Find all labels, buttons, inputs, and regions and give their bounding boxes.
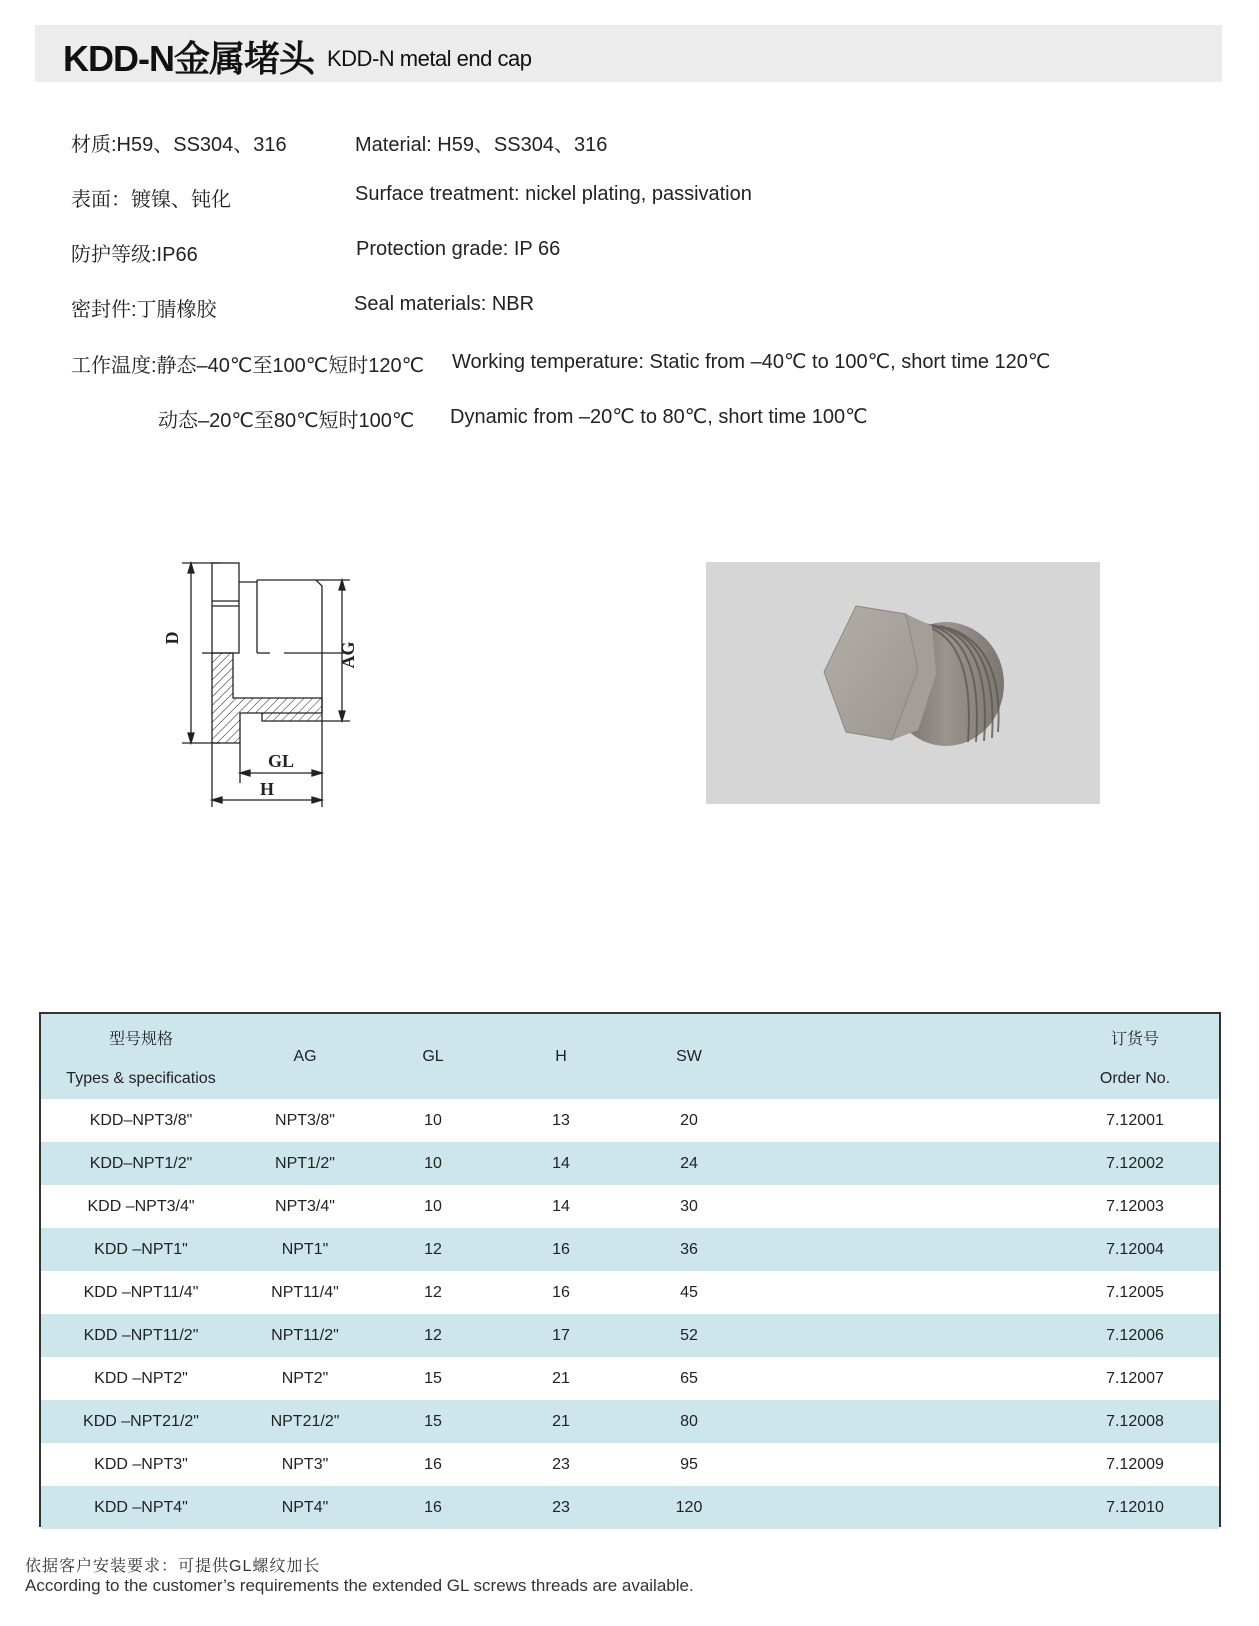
column-header-gl: GL	[422, 1047, 444, 1065]
dimension-label-gl: GL	[267, 751, 295, 771]
cell-gl: 16	[424, 1455, 442, 1473]
cell-sw: 80	[680, 1412, 698, 1430]
cell-type: KDD –NPT11/2"	[83, 1326, 199, 1344]
cell-spacer	[753, 1142, 1051, 1185]
cell-type: KDD –NPT4"	[94, 1498, 188, 1516]
cell-ag: NPT3"	[281, 1455, 329, 1473]
cell-ag: NPT21/2"	[270, 1412, 340, 1430]
spec-surface-cn: 表面：镀镍、钝化	[71, 189, 231, 211]
column-header-order	[1051, 1014, 1219, 1099]
table-row	[41, 1443, 1219, 1486]
cell-ag: NPT2"	[281, 1369, 329, 1387]
cell-h: 23	[552, 1498, 570, 1516]
cell-type: KDD –NPT3"	[94, 1455, 188, 1473]
cell-sw: 52	[680, 1326, 698, 1344]
cell-spacer	[753, 1099, 1051, 1142]
cell-sw: 95	[680, 1455, 698, 1473]
cell-h: 14	[552, 1154, 570, 1172]
spec-seal-en: Seal materials: NBR	[354, 293, 535, 315]
cell-spacer	[753, 1185, 1051, 1228]
cell-spacer	[753, 1443, 1051, 1486]
cell-order: 7.12009	[1106, 1455, 1164, 1473]
cell-gl: 16	[424, 1498, 442, 1516]
cell-type: KDD –NPT2"	[94, 1369, 188, 1387]
cell-h: 14	[552, 1197, 570, 1215]
column-header-type-cn: 型号规格	[108, 1030, 173, 1048]
spec-seal-cn: 密封件:丁腈橡胶	[71, 299, 217, 321]
cell-order: 7.12005	[1106, 1283, 1164, 1301]
table-row	[41, 1099, 1219, 1142]
spec-temp-dynamic-en: Dynamic from –20℃ to 80℃, short time 100℃	[450, 406, 868, 428]
cell-sw: 120	[675, 1498, 703, 1516]
dimension-label-d: D	[162, 631, 182, 645]
cell-h: 17	[552, 1326, 570, 1344]
spec-table	[39, 1012, 1221, 1527]
cell-ag: NPT1/2"	[275, 1154, 335, 1172]
cell-sw: 36	[680, 1240, 698, 1258]
cell-order: 7.12006	[1106, 1326, 1164, 1344]
cell-spacer	[753, 1357, 1051, 1400]
table-row	[41, 1228, 1219, 1271]
cell-sw: 45	[680, 1283, 698, 1301]
table-header-row	[41, 1014, 1219, 1099]
cell-h: 16	[552, 1240, 570, 1258]
cell-spacer	[753, 1400, 1051, 1443]
spec-material-cn: 材质:H59、SS304、316	[71, 134, 287, 156]
page-subtitle: KDD-N metal end cap	[327, 46, 532, 71]
cell-gl: 12	[424, 1240, 442, 1258]
cell-h: 16	[552, 1283, 570, 1301]
cell-sw: 24	[680, 1154, 698, 1172]
cell-type: KDD –NPT21/2"	[83, 1412, 199, 1430]
cell-spacer	[753, 1314, 1051, 1357]
spec-material-en: Material: H59、SS304、316	[355, 134, 608, 156]
cell-gl: 12	[424, 1283, 442, 1301]
table-row	[41, 1142, 1219, 1185]
column-header-order-cn: 订货号	[1110, 1030, 1159, 1048]
cell-h: 23	[552, 1455, 570, 1473]
spec-temp-static-cn: 工作温度:静态–40℃至100℃短时120℃	[71, 355, 425, 377]
cell-gl: 15	[424, 1412, 442, 1430]
cell-gl: 10	[424, 1154, 442, 1172]
footer-note-en: According to the customer’s requirements the extended GL screws threads are available.	[25, 1576, 694, 1595]
table-row	[41, 1486, 1219, 1529]
cell-type: KDD–NPT3/8"	[89, 1111, 193, 1129]
cell-type: KDD –NPT3/4"	[87, 1197, 195, 1215]
column-spacer	[753, 1014, 1051, 1099]
cell-sw: 65	[680, 1369, 698, 1387]
cell-type: KDD –NPT11/4"	[83, 1283, 199, 1301]
dimension-label-ag: AG	[338, 641, 358, 669]
cell-gl: 12	[424, 1326, 442, 1344]
cell-ag: NPT3/4"	[275, 1197, 335, 1215]
spec-protection-en: Protection grade: IP 66	[356, 238, 561, 260]
cell-ag: NPT11/4"	[271, 1283, 339, 1301]
metal-end-cap-photo-icon	[706, 562, 1100, 804]
cell-type: KDD –NPT1"	[94, 1240, 188, 1258]
column-header-order-en: Order No.	[1099, 1069, 1171, 1087]
cell-h: 21	[552, 1369, 570, 1387]
table-row	[41, 1271, 1219, 1314]
cell-ag: NPT3/8"	[275, 1111, 335, 1129]
title-bar	[35, 25, 1222, 82]
cell-h: 13	[552, 1111, 570, 1129]
column-header-sw: SW	[676, 1047, 702, 1065]
cell-ag: NPT11/2"	[271, 1326, 339, 1344]
column-header-ag: AG	[293, 1047, 317, 1065]
cell-ag: NPT1"	[281, 1240, 329, 1258]
table-row	[41, 1185, 1219, 1228]
cell-spacer	[753, 1228, 1051, 1271]
footer-note-cn: 依据客户安装要求：可提供GL螺纹加长	[25, 1558, 321, 1575]
cell-spacer	[753, 1271, 1051, 1314]
cell-order: 7.12003	[1106, 1197, 1164, 1215]
column-header-type-en: Types & specificatios	[66, 1069, 216, 1087]
cell-ag: NPT4"	[281, 1498, 329, 1516]
product-photo	[706, 562, 1100, 804]
cell-order: 7.12008	[1106, 1412, 1164, 1430]
column-header-type	[41, 1014, 241, 1099]
cell-order: 7.12002	[1106, 1154, 1164, 1172]
cell-spacer	[753, 1486, 1051, 1529]
dimension-label-h: H	[259, 779, 275, 799]
spec-temp-dynamic-cn: 动态–20℃至80℃短时100℃	[158, 410, 415, 432]
cell-sw: 20	[680, 1111, 698, 1129]
cell-gl: 10	[424, 1111, 442, 1129]
cell-type: KDD–NPT1/2"	[89, 1154, 193, 1172]
cell-sw: 30	[680, 1197, 698, 1215]
cell-gl: 10	[424, 1197, 442, 1215]
spec-temp-static-en: Working temperature: Static from –40℃ to 100℃, short time 120℃	[452, 351, 1051, 373]
page-title: KDD-N金属堵头	[63, 38, 314, 79]
technical-drawing	[160, 545, 390, 815]
cell-h: 21	[552, 1412, 570, 1430]
spec-protection-cn: 防护等级:IP66	[71, 244, 198, 266]
column-header-h: H	[555, 1047, 567, 1065]
cell-order: 7.12004	[1106, 1240, 1164, 1258]
table-row	[41, 1357, 1219, 1400]
table-row	[41, 1400, 1219, 1443]
cell-order: 7.12007	[1106, 1369, 1164, 1387]
cell-order: 7.12010	[1106, 1498, 1164, 1516]
cell-order: 7.12001	[1106, 1111, 1164, 1129]
cell-gl: 15	[424, 1369, 442, 1387]
spec-surface-en: Surface treatment: nickel plating, passivation	[355, 183, 752, 205]
table-row	[41, 1314, 1219, 1357]
